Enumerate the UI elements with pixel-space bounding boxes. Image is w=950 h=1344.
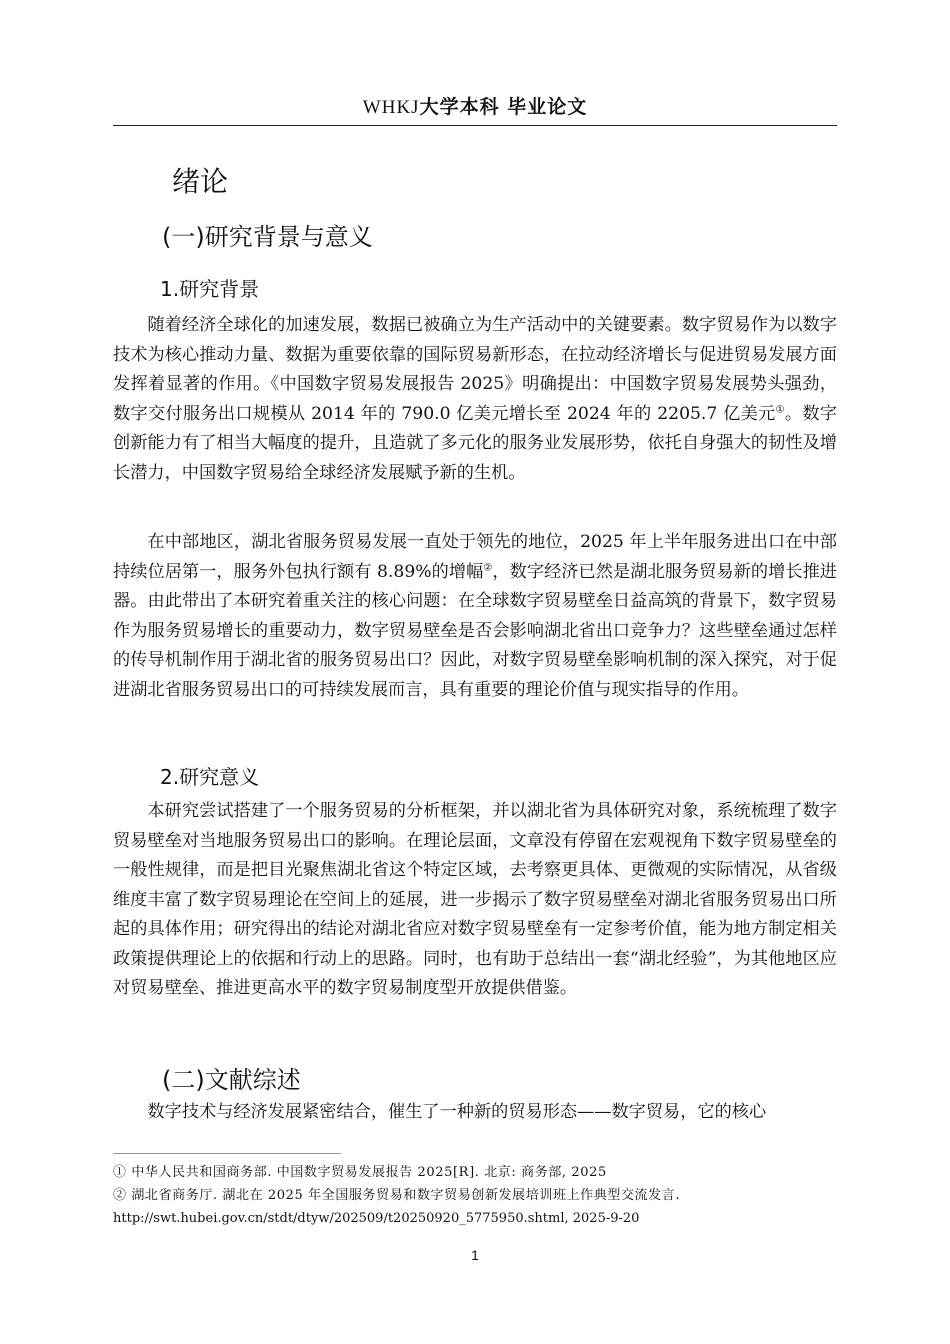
paragraph-text: 随着经济全球化的加速发展，数据已被确立为生产活动中的关键要素。数字贸易作为以数字技术为核心推动力量、数据为重要依靠的国际贸易新形态，在拉动经济增长与促进贸易发展方面发挥着显著的作用。《中国数字贸易发展报告 2025》明确提出：中国数字贸易发展势头强劲，数字交付服务出口规模从 2014 年的 790.0 亿美元增长至 2024 年的 2205.7 亿美元 [113,315,837,424]
paragraph-text: ，数字经济已然是湖北服务贸易新的增长推进器。由此带出了本研究着重关注的核心问题：在全球数字贸易壁垒日益高筑的背景下，数字贸易作为服务贸易增长的重要动力，数字贸易壁垒是否会影响湖北省出口竞争力？这些壁垒通过怎样的传导机制作用于湖北省的服务贸易出口？因此，对数字贸易壁垒影响机制的深入探究，对于促进湖北省服务贸易出口的可持续发展而言，具有重要的理论价值与现实指导的作用。 [113,561,837,700]
paragraph: 数字技术与经济发展紧密结合，催生了一种新的贸易形态——数字贸易，它的核心 [147,1102,767,1122]
page-number: 1 [471,1247,479,1263]
footnote: ② 湖北省商务厅. 湖北在 2025 年全国服务贸易和数字贸易创新发展培训班上作典型交流发言. [113,1188,681,1203]
chapter-title: 绪论 [172,165,229,198]
footnote: ① 中华人民共和国商务部. 中国数字贸易发展报告 2025[R]. 北京: 商务部, 2025 [113,1165,607,1180]
subsection-heading-significance: 2.研究意义 [160,765,260,789]
footnote-mark: ② [483,561,493,573]
section-heading-literature-review: (二)文献综述 [162,1066,301,1094]
paragraph [113,311,837,488]
header-rule [113,125,837,126]
paragraph-text: 。数字创新能力有了相当大幅度的提升，且造就了多元化的服务业发展形势，依托自身强大的韧性及增长潜力，中国数字贸易给全球经济发展赋予新的生机。 [113,403,837,483]
footnotes [113,1161,837,1230]
paragraph [113,528,837,705]
page-header [113,92,837,119]
header-title: 大学本科 毕业论文 [419,96,588,118]
section-heading-background: (一)研究背景与意义 [162,223,373,251]
paragraph: 本研究尝试搭建了一个服务贸易的分析框架，并以湖北省为具体研究对象，系统梳理了数字贸易壁垒对当地服务贸易出口的影响。在理论层面，文章没有停留在宏观视角下数字贸易壁垒的一般性规律，而是把目光聚焦湖北省这个特定区域，去考察更具体、更微观的实际情况，从省级维度丰富了数字贸易理论在空间上的延展，进一步揭示了数字贸易壁垒对湖北省服务贸易出口所起的具体作用；研究得出的结论对湖北省应对数字贸易壁垒有一定参考价值，能为地方制定相关政策提供理论上的依据和行动上的思路。同时，也有助于总结出一套“湖北经验”，为其他地区应对贸易壁垒、推进更高水平的数字贸易制度型开放提供借鉴。 [113,801,837,998]
footnote-url: http://swt.hubei.gov.cn/stdt/dtyw/202509/t20250920_5775950.shtml, 2025-9-20 [113,1211,640,1226]
subsection-heading-background: 1.研究背景 [160,277,260,301]
header-latin: WHKJ [362,97,420,118]
footnote-mark: ① [775,403,785,415]
paragraph-text: 在中部地区，湖北省服务贸易发展一直处于领先的地位，2025 年上半年服务进出口在中部持续位居第一，服务外包执行额有 8.89%的增幅 [113,532,837,582]
footnote-rule [113,1153,341,1154]
